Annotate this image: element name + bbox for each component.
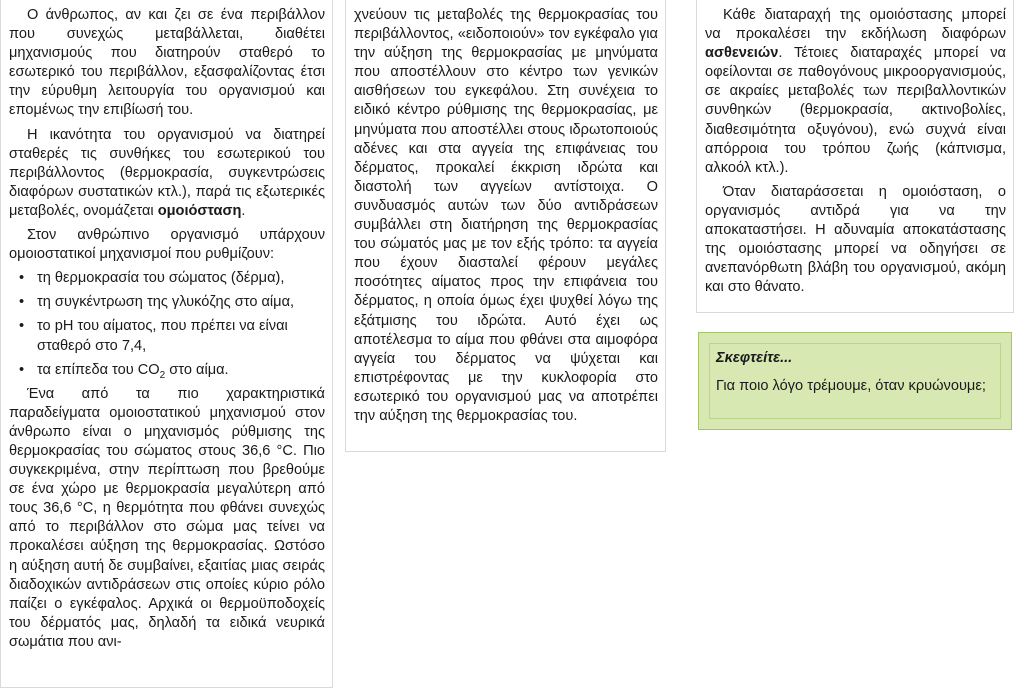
term-homeostasis: ομοιόσταση (157, 202, 242, 219)
co2-text-end: στο αίμα. (165, 361, 229, 378)
mechanisms-list (9, 269, 325, 379)
think-question: Για ποιο λόγο τρέμουμε, όταν κρυώνουμε; (716, 378, 986, 394)
term-diseases: ασθενειών (705, 45, 779, 62)
paragraph-thermoregulation-continued: χνεύουν τις μεταβολές της θερμοκρασίας του περιβάλλοντος, «ειδοποιούν» τον εγκέφαλο για την αύξηση της θερμοκρασίας με μηνύματα που αποστέλλουν στο κέντρο των γενικών αισθήσεων του εγκεφάλου. Στη συνέχεια το ειδικό κέντρο ρύθμισης της θερμοκρασίας, με μηνύματα που αποστέλλει στους ιδρωτοποιούς αδένες και στα αγγεία της επιφάνειας του δέρματος, προκαλεί έκκριση ιδρώτα και διαστολή των αγγείων αντίστοιχα. Ο συνδυασμός αυτών των δύο αντιδράσεων συμβάλλει στη διατήρηση της θερμοκρασίας του σώματός μας με τον εξής τρόπο: τα αγγεία που έχουν διασταλεί φέρουν μεγάλες ποσότητες αίματος προς την επιφάνεια του δέρματος, η οποία όμως έχει ψυχθεί λόγω της εξάτμισης του ιδρώτα. Αυτό έχει ως αποτέλεσμα το αίμα που φθάνει στα αιμοφόρα αγγεία του δέρματος να ψύχεται και επιστρέφοντας με την κυκλοφορία στο εσωτερικό του οργανισμού μας να αποτρέπει την αύξηση της θερμοκρασίας του. (354, 7, 658, 424)
paragraph-thermoregulation: Ένα από τα πιο χαρακτηριστικά παραδείγματα ομοιοστατικού μηχανισμού στον άνθρωπο είναι ο μηχανισμός ρύθμισης της θερμοκρασίας του σώματος στους 36,6 °C. Πιο συγκεκριμένα, στην περίπτωση που βρεθούμε σε ένα χώρο με θερμοκρασία μεγαλύτερη από τους 36,6 °C, η θερμότητα που φθάνει συνεχώς από το περιβάλλον στο σώμα μας τείνει να προκαλέσει αύξηση της θερμοκρασίας. Ωστόσο η αύξηση αυτή δε συμβαίνει, εξαιτίας μιας σειράς διαδοχικών αντιδράσεων στις οποίες κύριο ρόλο παίζει ο εγκέφαλος. Αρχικά οι θερμοϋποδοχείς του δέρματός μας, δηλαδή τα ειδικά νευρικά σωμάτια που ανι- (9, 385, 325, 650)
paragraph-restoration: Όταν διαταράσσεται η ομοιόσταση, ο οργανισμός αντιδρά για να την αποκαταστήσει. Η αδυναμία αποκατάστασης της ομοιόστασης μπορεί να οδηγήσει σε ανεπανόρθωτη βλάβη του οργανισμού, ακόμη και στο θάνατο. (705, 183, 1006, 296)
paragraph-intro: Ο άνθρωπος, αν και ζει σε ένα περιβάλλον που συνεχώς μεταβάλλεται, διαθέτει μηχανισμούς που διατηρούν σταθερό το εσωτερικό του περιβάλλον, εξασφαλίζοντας έτσι την εύρυθμη λειτουργία του οργανισμού και επομένως την επιβίωσή του. (9, 7, 325, 119)
think-box (698, 332, 1012, 430)
definition-end: . (241, 202, 246, 219)
list-item: • τη συγκέντρωση της γλυκόζης στο αίμα, (19, 293, 325, 312)
co2-subscript: 2 (159, 369, 166, 381)
co2-text: τα επίπεδα του CO (37, 361, 160, 378)
paragraph-diseases (705, 6, 1006, 178)
list-item (19, 361, 325, 380)
text-column-2 (345, 0, 666, 452)
definition-text: Η ικανότητα του οργανισμού να διατηρεί σταθερές τις συνθήκες του εσωτερικού του περιβάλλοντος (θερμοκρασία, συγκεντρώσεις διαφόρων συστατικών κτλ.), παρά τις εξωτερικές μεταβολές, ονομάζεται (9, 126, 325, 219)
think-box-inner (709, 343, 1001, 419)
diseases-text-end: . Τέτοιες διαταραχές μπορεί να οφείλονται σε παθογόνους μικροοργανισμούς, σε ακραίες μεταβολές των περιβαλλοντικών συνθηκών (θερμοκρασία, ακτινοβολίες, διαθεσιμότητα οξυγόνου), ενώ συχνά είναι απόρροια του τρόπου ζωής (κάπνισμα, αλκοόλ κτλ.). (705, 45, 1006, 176)
think-title: Σκεφτείτε... (716, 350, 793, 366)
diseases-text: Κάθε διαταραχή της ομοιόστασης μπορεί να προκαλέσει την εκδήλωση διαφόρων (705, 7, 1006, 43)
paragraph-mechanisms-intro: Στον ανθρώπινο οργανισμό υπάρχουν ομοιοστατικοί μηχανισμοί που ρυθμίζουν: (9, 227, 325, 263)
list-item: • το pH του αίματος, που πρέπει να είναι σταθερό στο 7,4, (19, 317, 325, 355)
text-column-1 (0, 0, 333, 688)
list-item: • τη θερμοκρασία του σώματος (δέρμα), (19, 269, 325, 288)
text-column-3 (696, 0, 1014, 313)
paragraph-homeostasis-definition (9, 126, 325, 221)
